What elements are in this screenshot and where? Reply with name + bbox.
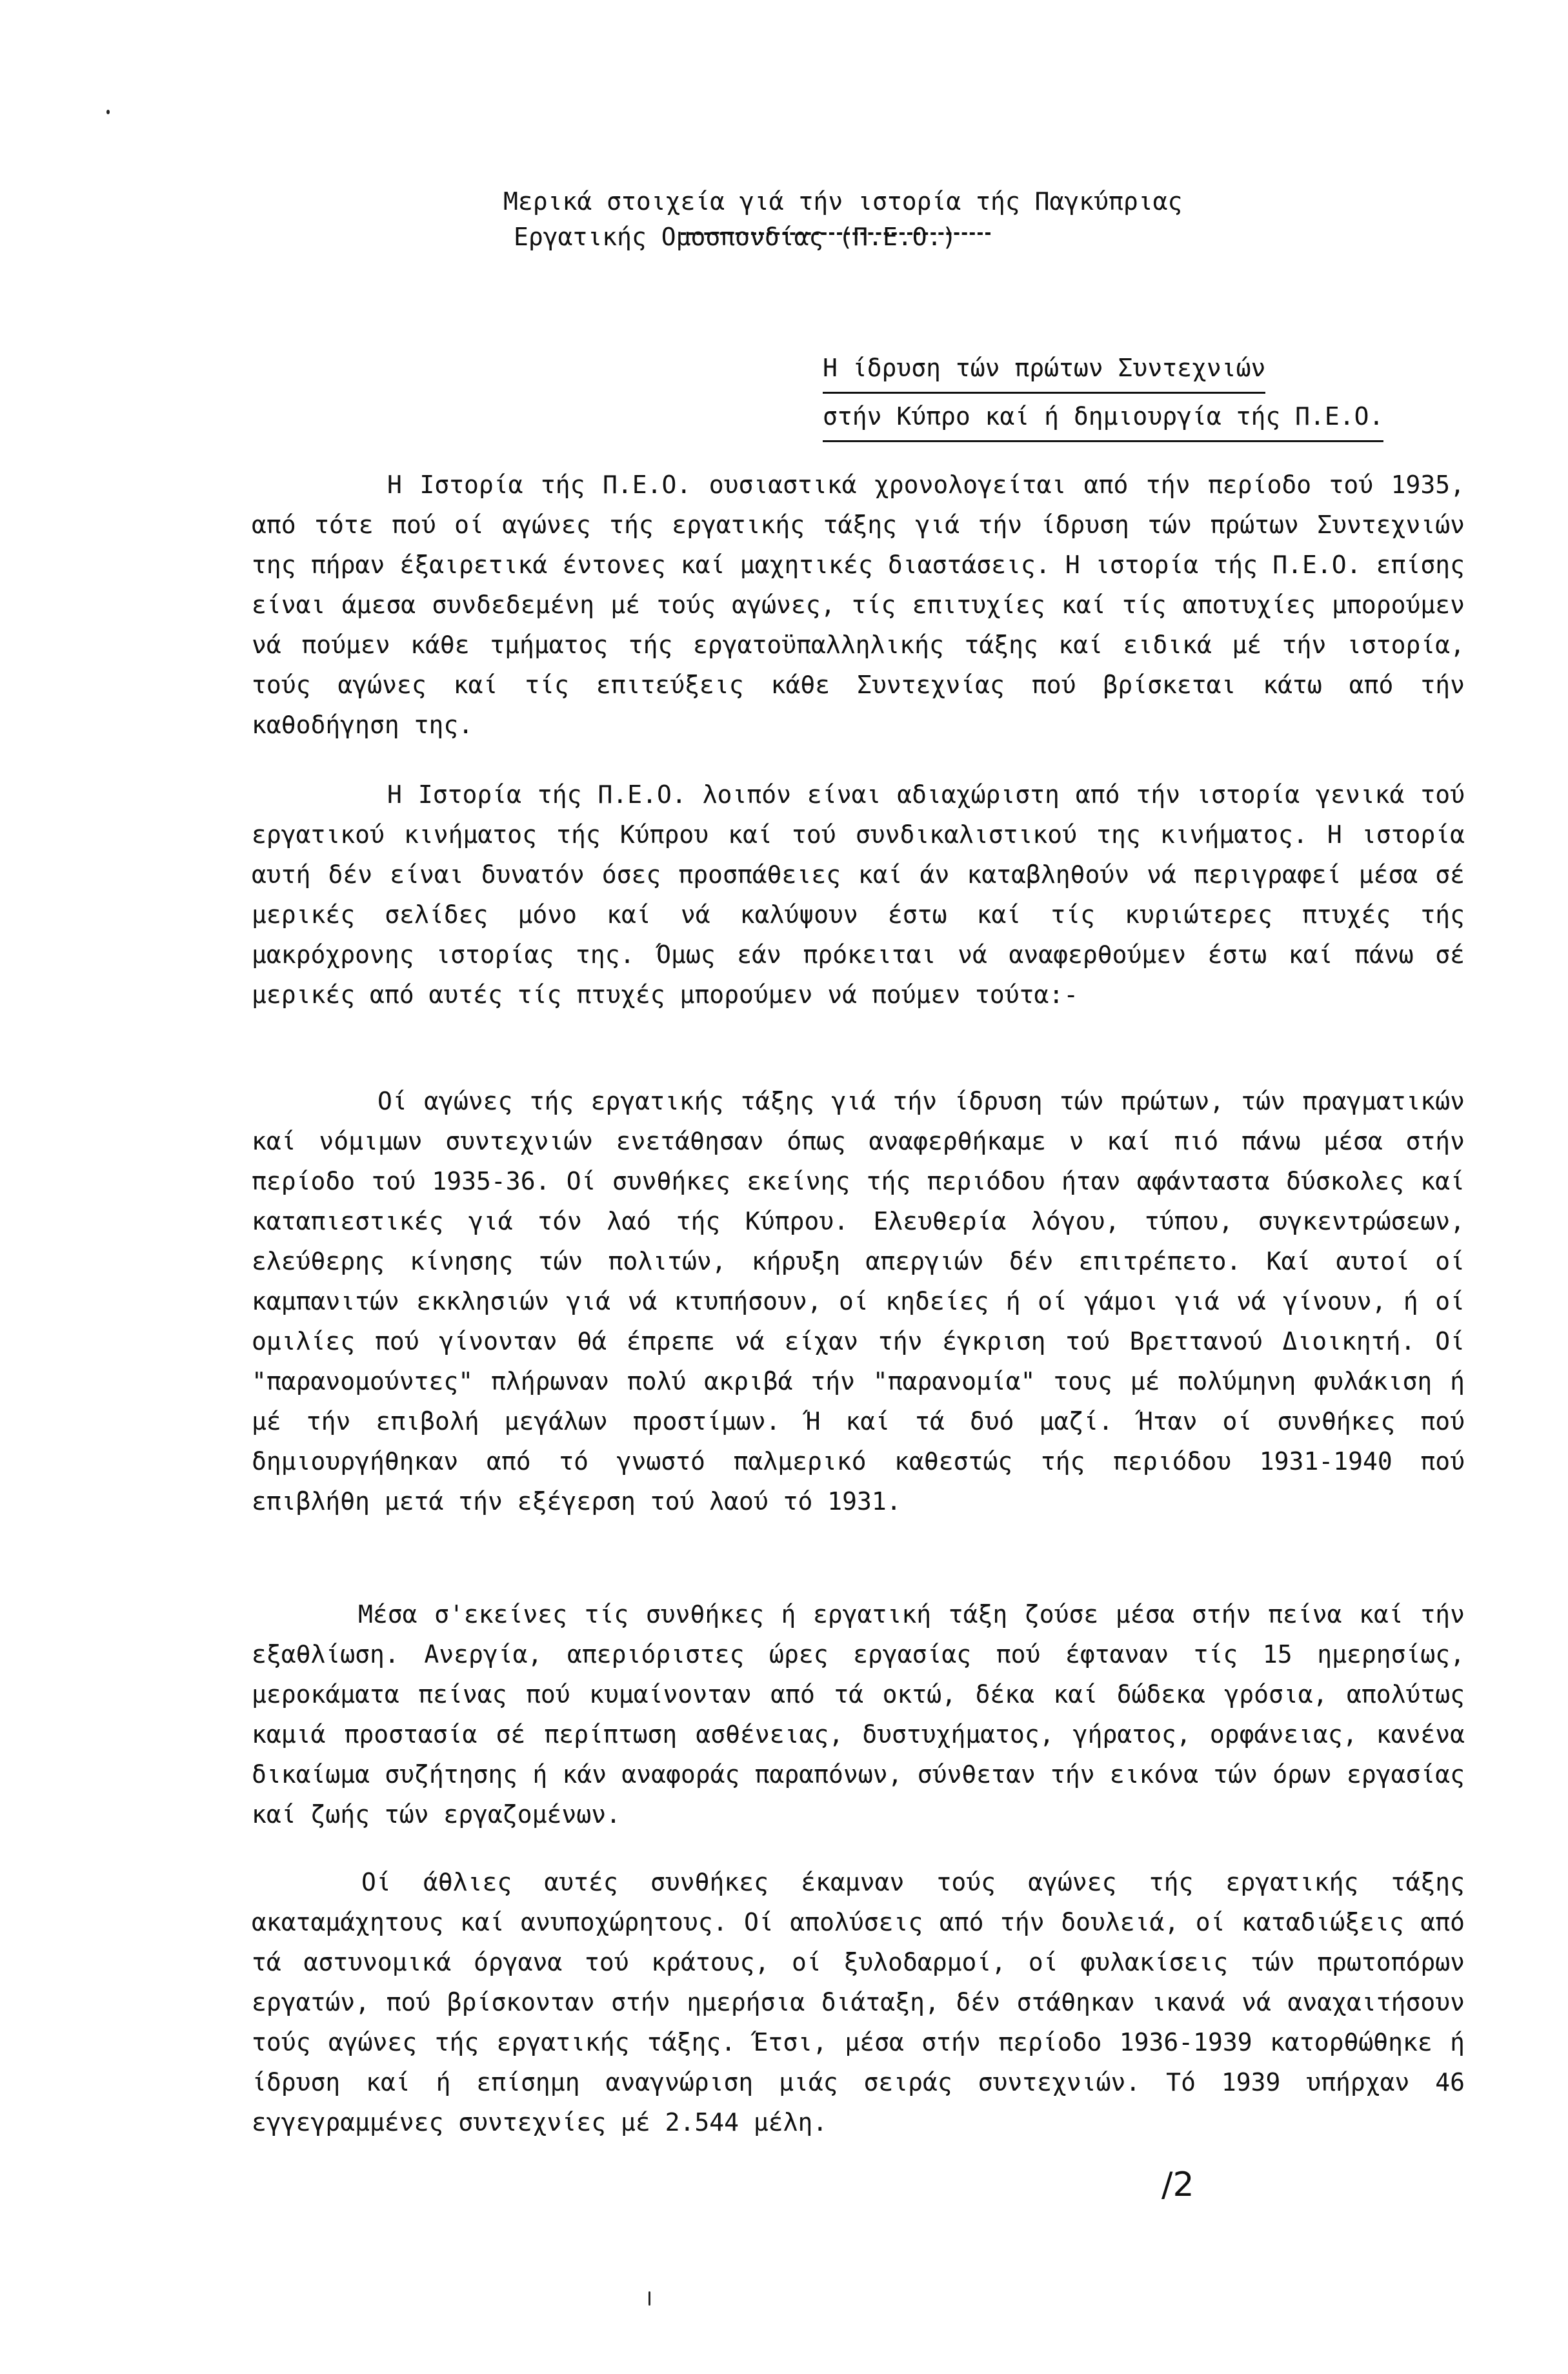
scan-mark <box>648 2291 650 2306</box>
scan-speck <box>106 110 110 114</box>
title-dashed-underline <box>681 232 990 235</box>
section-heading-line-1: Η ίδρυση τών πρώτων Συντεχνιών <box>823 345 1265 394</box>
paragraph-3: Οί αγώνες τής εργατικής τάξης γιά τήν ίδρυση τών πρώτων, τών πραγματικών καί νόμιμων συντεχνιών ενετάθησαν όπως αναφερθήκαμε ν καί πιό πάνω μέσα στήν περίοδο τού 1935-36. Οί συνθήκες εκείνης τής περιόδου ήταν αφάνταστα δύσκολες καί καταπιεστικές γιά τόν λαό τής Κύπρου. Ελευθερία λόγου, τύπου, συγκεντρώσεων, ελεύθερης κίνησης τών πολιτών, κήρυξη απεργιών δέν επιτρέπετο. Καί αυτοί οί καμπανιτών εκκλησιών γιά νά κτυπήσουν, οί κηδείες ή οί γάμοι γιά νά γίνουν, ή οί ομιλίες πού γίνονταν θά έπρεπε νά είχαν τήν έγκριση τού Βρεττανού Διοικητή. Οί "παρανομούντες" πλήρωναν πολύ ακριβά τήν "παρανομία" τους μέ πολύμηνη φυλάκιση ή μέ τήν επιβολή μεγάλων προστίμων. Ή καί τά δυό μαζί. Ήταν οί συνθήκες πού δημιουργήθηκαν από τό γνωστό παλμερικό καθεστώς τής περιόδου 1931-1940 πού επιβλήθη μετά τήν εξέγερση τού λαού τό 1931. <box>252 1087 1465 1516</box>
paragraph-4: Μέσα σ'εκείνες τίς συνθήκες ή εργατική τάξη ζούσε μέσα στήν πείνα καί τήν εξαθλίωση. Ανεργία, απεριόριστες ώρες εργασίας πού έφταναν τίς 15 ημερησίως, μεροκάματα πείνας πού κυμαίνονταν από τά οκτώ, δέκα καί δώδεκα γρόσια, απολύτως καμιά προστασία σέ περίπτωση ασθένειας, δυστυχήματος, γήρατος, ορφάνειας, κανένα δικαίωμα συζήτησης ή κάν αναφοράς παραπόνων, σύνθεταν τήν εικόνα τών όρων εργασίας καί ζωής τών εργαζομένων. <box>252 1600 1465 1829</box>
paragraph-5: Οί άθλιες αυτές συνθήκες έκαμναν τούς αγώνες τής εργατικής τάξης ακαταμάχητους καί ανυποχώρητους. Οί απολύσεις από τήν δουλειά, οί καταδιώξεις από τά αστυνομικά όργανα τού κράτους, οί ξυλοδαρμοί, οί φυλακίσεις τών πρωτοπόρων εργατών, πού βρίσκονταν στήν ημερήσια διάταξη, δέν στάθηκαν ικανά νά αναχαιτήσουν τούς αγώνες τής εργατικής τάξης. Έτσι, μέσα στήν περίοδο 1936-1939 κατορθώθηκε ή ίδρυση καί ή επίσημη αναγνώριση μιάς σειράς συντεχνιών. Τό 1939 υπήρχαν 46 εγγεγραμμένες συντεχνίες μέ 2.544 μέλη. <box>252 1868 1465 2136</box>
section-heading-line-2: στήν Κύπρο καί ή δημιουργία τής Π.Ε.Ο. <box>823 394 1383 442</box>
section-heading <box>823 345 1533 442</box>
paragraph-1: Η Ιστορία τής Π.Ε.Ο. ουσιαστικά χρονολογείται από τήν περίοδο τού 1935, από τότε πού οί αγώνες τής εργατικής τάξης γιά τήν ίδρυση τών πρώτων Συντεχνιών της πήραν έξαιρετικά έντονες καί μαχητικές διαστάσεις. Η ιστορία τής Π.Ε.Ο. επίσης είναι άμεσα συνδεδεμένη μέ τούς αγώνες, τίς επιτυχίες καί τίς αποτυχίες μπορούμεν νά πούμεν κάθε τμήματος τής εργατοϋπαλληλικής τάξης καί ειδικά μέ τήν ιστορία, τούς αγώνες καί τίς επιτεύξεις κάθε Συντεχνίας πού βρίσκεται κάτω από τήν καθοδήγηση της. <box>252 471 1465 739</box>
paragraph-2: Η Ιστορία τής Π.Ε.Ο. λοιπόν είναι αδιαχώριστη από τήν ιστορία γενικά τού εργατικού κινήματος τής Κύπρου καί τού συνδικαλιστικού της κινήματος. Η ιστορία αυτή δέν είναι δυνατόν όσες προσπάθειες καί άν καταβληθούν νά περιγραφεί μέσα σέ μερικές σελίδες μόνο καί νά καλύψουν έστω καί τίς κυριώτερες πτυχές τής μακρόχρονης ιστορίας της. Όμως εάν πρόκειται νά αναφερθούμεν έστω καί πάνω σέ μερικές από αυτές τίς πτυχές μπορούμεν νά πούμεν τούτα:- <box>252 780 1465 1009</box>
page-number: /2 <box>1161 2166 1194 2204</box>
title-line-2: Εργατικής Ομοσπονδίας (Π.Ε.Ο.) <box>514 223 957 251</box>
title-line-1: Μερικά στοιχεία γιά τήν ιστορία τής Παγκύπριας <box>503 187 1183 216</box>
document-title <box>503 184 1342 255</box>
